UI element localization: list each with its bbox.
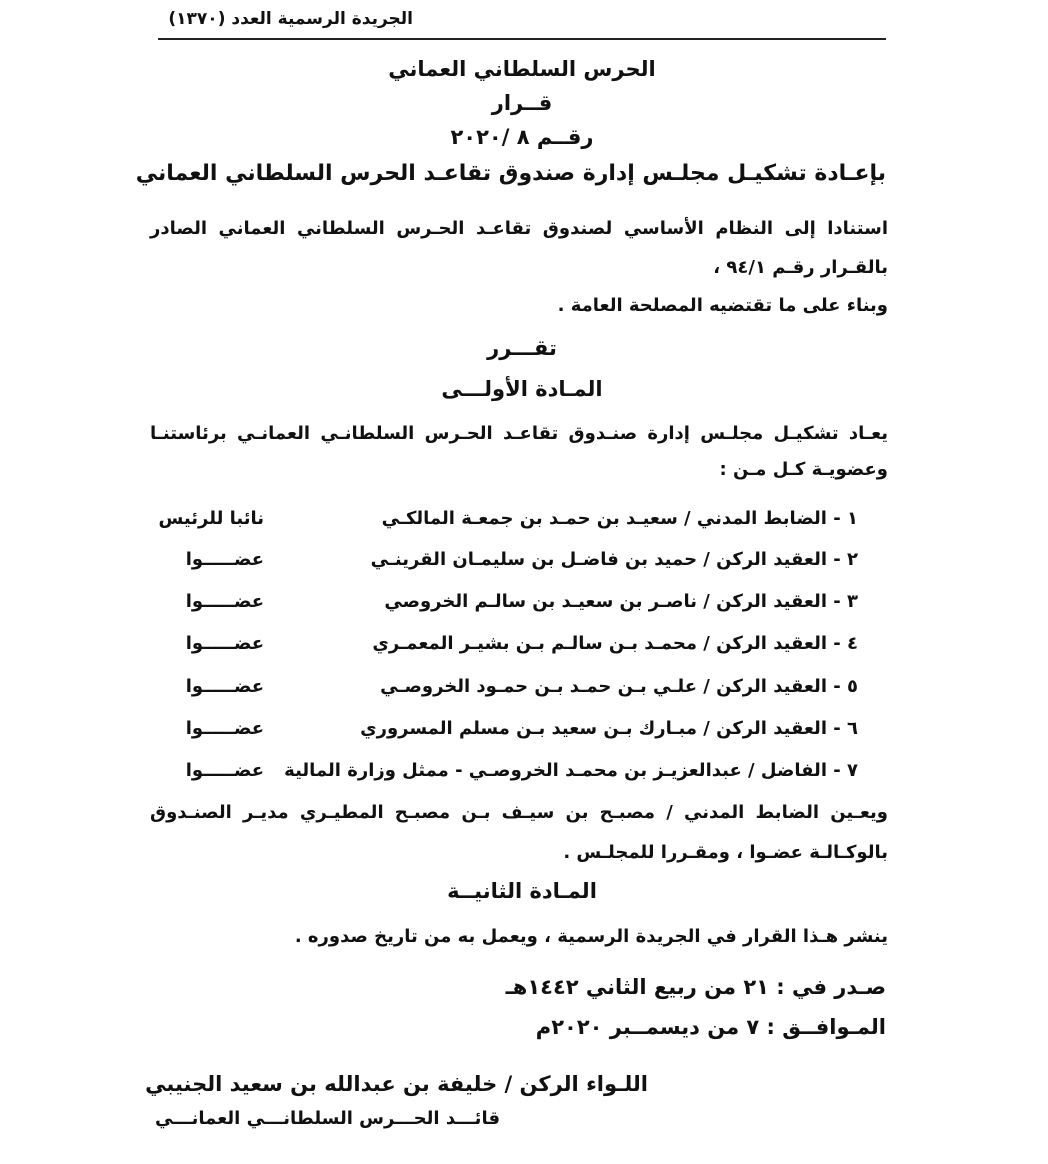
member-name: ٥ - العقيد الركن / علـي بـن حمـد بـن حمـود الخروصـي: [380, 676, 858, 697]
signatory-title: قائـــد الحـــرس السلطانـــي العمانـــي: [154, 1108, 500, 1129]
member-name: ٧ - الفاضل / عبدالعزيـز بن محمـد الخروصـي - ممثل وزارة المالية: [284, 760, 858, 781]
member-name: ٢ - العقيد الركن / حميد بن فاضـل بن سليمـان القرينـي: [370, 549, 858, 570]
article-1-line-2: وعضويـة كـل مـن :: [719, 459, 888, 480]
member-name: ٣ - العقيد الركن / ناصـر بن سعيـد بن سالـم الخروصي: [384, 591, 858, 612]
member-role: عضـــــوا: [185, 591, 264, 612]
decides-heading: تقـــرر: [487, 336, 557, 360]
header-rule: [158, 38, 886, 40]
article-1-line-1: يعـاد تشكيـل مجلـس إدارة صنـدوق تقاعـد الحـرس السلطانـي العمانـي برئاستنـا: [150, 423, 888, 444]
document-type: قــرار: [491, 91, 553, 115]
member-role: نائبا للرئيس: [158, 508, 264, 529]
member-name: ١ - الضابط المدني / سعيـد بن حمـد بن جمعـة المالكـي: [381, 508, 858, 529]
issue-date-hijri: صـدر في : ٢١ من ربيع الثاني ١٤٤٢هـ: [505, 975, 886, 999]
member-role: عضـــــوا: [185, 718, 264, 739]
member-name: ٤ - العقيد الركن / محمـد بـن سالـم بـن بشيـر المعمـري: [372, 633, 858, 654]
running-head: الجريدة الرسمية العدد (١٣٧٠): [168, 9, 413, 29]
member-name: ٦ - العقيد الركن / مبـارك بـن سعيد بـن مسلم المسروري: [360, 718, 858, 739]
organization-title: الحرس السلطاني العماني: [388, 57, 656, 81]
article-2-title: المـادة الثانيــة: [447, 879, 597, 903]
article-1-title: المـادة الأولـــى: [441, 377, 603, 401]
article-2-text: ينشر هـذا القرار في الجريدة الرسمية ، ويعمل به من تاريخ صدوره .: [294, 926, 888, 947]
signatory-name: اللـواء الركن / خليفة بن عبدالله بن سعيد الجنيبي: [145, 1072, 648, 1096]
decision-number: رقــم ٨ /٢٠٢٠: [450, 125, 594, 149]
member-role: عضـــــوا: [185, 760, 264, 781]
preamble-line-2: بالقـرار رقـم ٩٤/١ ،: [713, 257, 888, 278]
issue-date-gregorian: المـوافــق : ٧ من ديسمــبر ٢٠٢٠م: [535, 1015, 886, 1039]
member-role: عضـــــوا: [185, 633, 264, 654]
appointment-line-1: ويعـين الضابط المدني / مصبـح بن سيـف بـن مصبـح المطيـري مديـر الصنـدوق: [150, 802, 888, 823]
decision-subject: بإعـادة تشكيـل مجلـس إدارة صندوق تقاعـد الحرس السلطاني العماني: [135, 161, 886, 186]
preamble-line-1: استنادا إلى النظام الأساسي لصندوق تقاعـد الحـرس السلطاني العماني الصادر: [150, 218, 888, 239]
appointment-line-2: بالوكـالـة عضـوا ، ومقـررا للمجلـس .: [563, 842, 888, 863]
preamble-line-3: وبناء على ما تقتضيه المصلحة العامة .: [557, 295, 888, 316]
member-role: عضـــــوا: [185, 549, 264, 570]
member-role: عضـــــوا: [185, 676, 264, 697]
